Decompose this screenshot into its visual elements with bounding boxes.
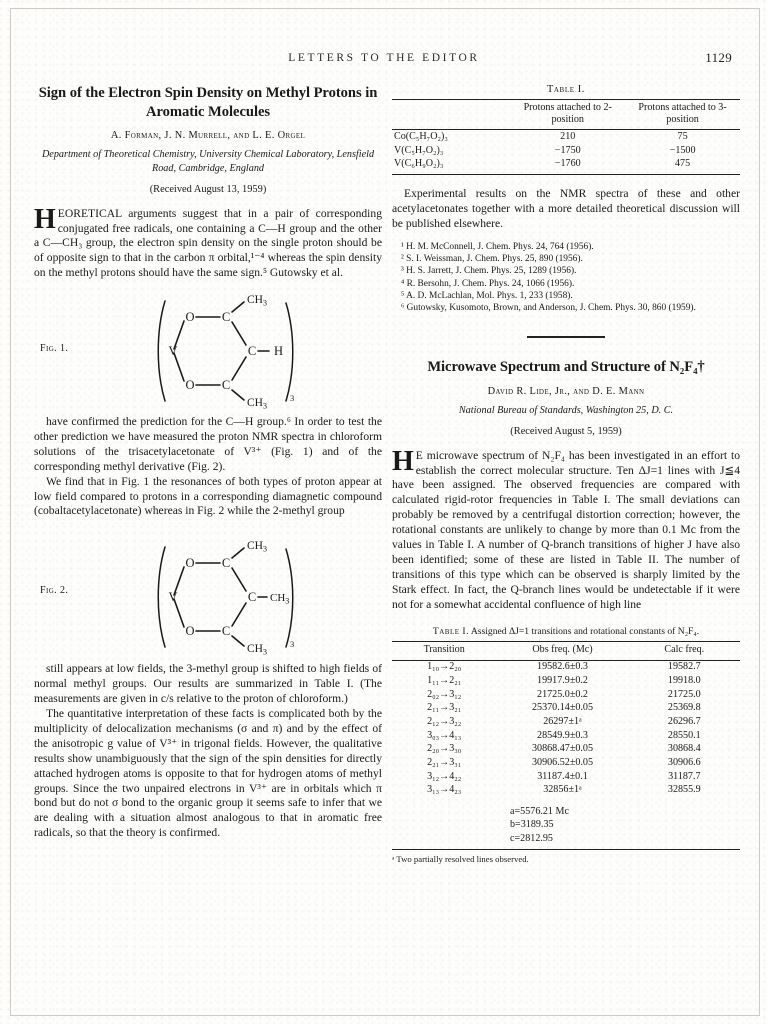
figure-2-subscript-three: 3 bbox=[290, 639, 295, 650]
table1-article2-transition-8: 3₁₂→4₂₂ bbox=[427, 770, 462, 782]
article1-paragraph-2: have confirmed the prediction for the C—H group.⁶ In order to test the other prediction we have measured the proton NMR spectra in chloroform solutions of the trisacetylacetonate of V³⁺ (Fig. 1) and of the corresponding methyl derivative (Fig. 2). bbox=[34, 415, 382, 473]
table-row bbox=[392, 674, 740, 688]
table1-article1-compound-1: V(C₅H₇O₂)₃ bbox=[394, 144, 444, 156]
figure-2-methyl-bottom-label: $CH_3$ bbox=[247, 643, 267, 657]
table1-article1-pos3-2: 475 bbox=[675, 158, 691, 170]
figure-2 bbox=[34, 533, 382, 658]
table1-article2-calc-6: 30868.4 bbox=[667, 743, 701, 755]
table1-article2-calc-7: 30906.6 bbox=[667, 757, 701, 769]
reference-item: ¹ H. M. McConnell, J. Chem. Phys. 24, 764 (1956). bbox=[401, 242, 594, 252]
figure-2-carbon-bottom-label: C bbox=[221, 624, 231, 639]
table1-article2-rotational-constants bbox=[392, 805, 740, 846]
table1-article1-pos3-0: 75 bbox=[677, 130, 688, 142]
table-row bbox=[392, 729, 740, 743]
table1-article2-calc-8: 31187.7 bbox=[668, 770, 701, 782]
rotational-constant-a: a=5576.21 Mc bbox=[510, 805, 569, 817]
article2-received-date: (Received August 5, 1959) bbox=[510, 425, 622, 437]
table1-article2-obs-3: 25370.14±0.05 bbox=[531, 702, 594, 714]
article1-paragraph-4: still appears at low fields, the 3-methyl group is shifted to high fields of normal methyl groups. Our results are summarized in Table I. (The measurements are given in c/s relative to the proton of chloroform.) bbox=[34, 662, 382, 706]
table1-article2-calc-1: 19918.0 bbox=[667, 674, 701, 686]
figure-2-methyl-top-label: $CH_3$ bbox=[247, 540, 267, 554]
figure-2-methyl-mid-label: $CH_3$ bbox=[270, 592, 290, 606]
table1-article2-transition-3: 2₁₁→3₂₁ bbox=[427, 702, 462, 714]
figure-1-oxygen-bottom-label: O bbox=[185, 378, 195, 393]
article1-paragraph-3: We find that in Fig. 1 the resonances of both types of proton appear at low field compared to protons in a corresponding diamagnetic compound (cobaltacetylacetonate) whereas in Fig. 2 while the 2-methyl group bbox=[34, 474, 382, 518]
table1-article2-transition-9: 3₁₃→4₂₃ bbox=[427, 784, 462, 796]
table-row bbox=[392, 688, 740, 702]
table1-article1 bbox=[392, 99, 740, 171]
figure-1-metal-label: V bbox=[168, 344, 178, 359]
right-column bbox=[392, 84, 740, 865]
table1-article2-transition-6: 2₂₀→3₃₀ bbox=[427, 743, 462, 755]
reference-item: ³ H. S. Jarrett, J. Chem. Phys. 25, 1289 (1956). bbox=[401, 266, 577, 277]
article1-paragraph-1: HEORETICAL arguments suggest that in a pair of corresponding conjugated free radicals, one containing a C—H group and the other a C—CH₃ group, the electron spin density on the single proton should be of opposite sign to that in the carbon π orbital,¹⁻⁴ whereas the spin density on the methyl protons should have the same sign.⁵ Gutowsky et al. bbox=[34, 203, 382, 280]
table1-article1-header-2position: Protons attached to 2-position bbox=[523, 102, 612, 126]
figure-1-carbon-top-label: C bbox=[221, 310, 231, 325]
figure-1-carbon-bottom-label: C bbox=[221, 378, 231, 393]
table1-article1-caption: Table I. bbox=[547, 84, 585, 95]
article1-references bbox=[392, 241, 740, 314]
table1-article1-pos3-1: −1500 bbox=[669, 144, 696, 156]
article1-authors: A. Forman, J. N. Murrell, and L. E. Orgel bbox=[110, 130, 306, 142]
table1-article2-transition-5: 3₀₃→4₁₃ bbox=[427, 729, 462, 741]
table-row bbox=[392, 715, 740, 729]
table1-article2-obs-9: 32856±1ᵃ bbox=[543, 784, 582, 796]
figure-2-carbon-top-label: C bbox=[221, 556, 231, 571]
figure-2-oxygen-bottom-label: O bbox=[185, 624, 195, 639]
table-row bbox=[392, 756, 740, 770]
table1-article2-obs-4: 26297±1ᵃ bbox=[543, 715, 582, 727]
article1-received-date: (Received August 13, 1959) bbox=[149, 183, 267, 195]
table1-article2-transition-2: 2₀₂→3₁₂ bbox=[427, 688, 462, 700]
table1-article2 bbox=[392, 641, 740, 797]
reference-item: ² S. I. Weissman, J. Chem. Phys. 25, 890 (1956). bbox=[401, 254, 583, 265]
table1-article2-obs-1: 19917.9±0.2 bbox=[537, 674, 588, 686]
table1-article1-bottom-rule bbox=[392, 174, 740, 175]
table1-article2-obs-8: 31187.4±0.1 bbox=[537, 770, 588, 782]
article2-affiliation: National Bureau of Standards, Washington 25, D. C. bbox=[458, 404, 674, 416]
article2-title: Microwave Spectrum and Structure of N₂F₄† bbox=[427, 359, 705, 376]
table1-article2-caption-rest: Assigned ΔJ=1 transitions and rotational constants of N₂F₄. bbox=[470, 626, 700, 638]
article1-affiliation: Department of Theoretical Chemistry, University Chemical Laboratory, Lensfield Road, Cambridge, England bbox=[41, 149, 375, 175]
reference-item: ⁶ Gutowsky, Kusomoto, Brown, and Anderson, J. Chem. Phys. 30, 860 (1959). bbox=[401, 303, 696, 314]
table-row bbox=[392, 743, 740, 757]
article1-title: Sign of the Electron Spin Density on Methyl Protons in Aromatic Molecules bbox=[38, 85, 378, 120]
reference-item: ⁵ A. D. McLachlan, Mol. Phys. 1, 233 (1958). bbox=[401, 290, 573, 301]
left-column bbox=[34, 84, 382, 841]
rotational-constant-b: b=3189.35 bbox=[510, 819, 554, 831]
article2-paragraph-1: HE microwave spectrum of N₂F₄ has been investigated in an effort to establish the correct molecular structure. Ten ΔJ=1 lines with J≦4 have been assigned. The observed frequencies are compared with calculated rigid-rotor frequencies in Table I. The small deviations can probably be removed by a centrifugal distortion correction; however, the rotational constants are unlikely to change by more than 0.1 Mc from the values in Table I. A number of Q-branch transitions of higher J have also been identified; some of these are listed in Table II. The number of transitions of this type which can be observed is sharply limited by the Stark effect. In fact, the Q-branch lines would be undetectable if it were not for a somewhat accidental confluence of high line bbox=[392, 445, 740, 611]
table-row bbox=[392, 702, 740, 716]
table1-article2-calc-2: 21725.0 bbox=[667, 688, 701, 700]
table1-article1-compound-2: V(C₆H₉O₂)₃ bbox=[394, 158, 444, 170]
table1-article2-header-obs: Obs freq. (Mc) bbox=[532, 644, 593, 656]
figure-2-structure-diagram bbox=[118, 533, 333, 658]
table1-article2-transition-1: 1₁₁→2₂₁ bbox=[427, 674, 462, 686]
article-divider-rule bbox=[527, 336, 605, 338]
table1-article2-calc-9: 32855.9 bbox=[667, 784, 701, 796]
table-row bbox=[392, 660, 740, 674]
figure-1-structure-diagram bbox=[118, 291, 333, 411]
table1-article2-obs-0: 19582.6±0.3 bbox=[537, 661, 588, 673]
figure-1-methyl-bottom-label: $CH_3$ bbox=[247, 397, 267, 411]
table1-article1-compound-0: Co(C₅H₇O₂)₃ bbox=[394, 130, 448, 142]
table1-article2-header-transition: Transition bbox=[423, 644, 465, 656]
article2-authors: David R. Lide, Jr., and D. E. Mann bbox=[487, 385, 645, 397]
table1-article2-calc-4: 26296.7 bbox=[667, 715, 701, 727]
table1-article2-calc-0: 19582.7 bbox=[667, 661, 701, 673]
figure-1-carbon-mid-label: C bbox=[247, 344, 257, 359]
table1-article2-footnote: ᵃ Two partially resolved lines observed. bbox=[392, 854, 529, 865]
table1-article2-header-calc: Calc freq. bbox=[664, 644, 705, 656]
table1-article1-pos2-2: −1760 bbox=[554, 158, 581, 170]
table-row bbox=[392, 784, 740, 798]
page-number: 1129 bbox=[705, 50, 732, 65]
table1-article2-calc-3: 25369.8 bbox=[667, 702, 701, 714]
table1-article1-pos2-1: −1750 bbox=[554, 144, 581, 156]
table1-article2-transition-4: 2₁₂→3₂₂ bbox=[427, 715, 462, 727]
table1-article1-header-compound bbox=[392, 100, 510, 130]
figure-2-carbon-mid-label: C bbox=[247, 590, 257, 605]
figure-2-oxygen-top-label: O bbox=[185, 556, 195, 571]
table1-article2-caption-lead: Table I. bbox=[432, 626, 469, 638]
figure-1-subscript-three: 3 bbox=[290, 393, 295, 404]
table-row bbox=[392, 158, 740, 172]
figure-2-metal-label: V bbox=[168, 590, 178, 605]
table1-article2-transition-7: 2₂₁→3₃₁ bbox=[427, 757, 462, 769]
running-head: LETTERS TO THE EDITOR bbox=[288, 52, 480, 64]
reference-item: ⁴ R. Bersohn, J. Chem. Phys. 24, 1066 (1956). bbox=[401, 278, 575, 289]
figure-1 bbox=[34, 291, 382, 411]
table1-article2-obs-7: 30906.52±0.05 bbox=[531, 757, 594, 769]
table-row bbox=[392, 130, 740, 144]
table1-article2-calc-5: 28550.1 bbox=[667, 729, 701, 741]
figure-1-methyl-top-label: $CH_3$ bbox=[247, 294, 267, 308]
figure-1-hydrogen-label: H bbox=[274, 344, 284, 359]
table-row bbox=[392, 144, 740, 158]
article1-paragraph-5: The quantitative interpretation of these facts is complicated both by the multiplicity of delocalization mechanisms (σ and π) and by the effect of the anisotropic g value of V³⁺ in trigonal fields. However, the qualitative results show unambiguously that the sign of the spin densities for directly attached hydrogen atoms is opposite to that for hydrogen atoms of methyl groups. Since the two unpaired electrons in V³⁺ are in orbitals which π bond but do not σ bond to the organic group it seems safe to infer that we are dealing with a situation almost analogous to that in aromatic free radicals, so that the theory is confirmed. bbox=[34, 707, 382, 840]
table-row bbox=[392, 770, 740, 784]
table1-article2-obs-6: 30868.47±0.05 bbox=[531, 743, 594, 755]
table1-article2-transition-0: 1₁₀→2₂₀ bbox=[427, 661, 462, 673]
table1-article2-caption bbox=[392, 626, 740, 638]
figure-2-label: Fig. 2. bbox=[40, 585, 69, 597]
table1-article2-obs-5: 28549.9±0.3 bbox=[537, 729, 588, 741]
rotational-constant-c: c=2812.95 bbox=[510, 832, 553, 844]
table1-article1-pos2-0: 210 bbox=[560, 130, 576, 142]
table1-article1-header-3position: Protons attached to 3-position bbox=[638, 102, 727, 126]
article1-closing-paragraph: Experimental results on the NMR spectra of these and other acetylacetonates together with a more detailed theoretical discussion will be published elsewhere. bbox=[392, 187, 740, 231]
table1-article2-bottom-double-rule bbox=[392, 849, 740, 850]
figure-1-label: Fig. 1. bbox=[40, 343, 69, 355]
figure-1-oxygen-top-label: O bbox=[185, 310, 195, 325]
table1-article2-obs-2: 21725.0±0.2 bbox=[537, 688, 588, 700]
